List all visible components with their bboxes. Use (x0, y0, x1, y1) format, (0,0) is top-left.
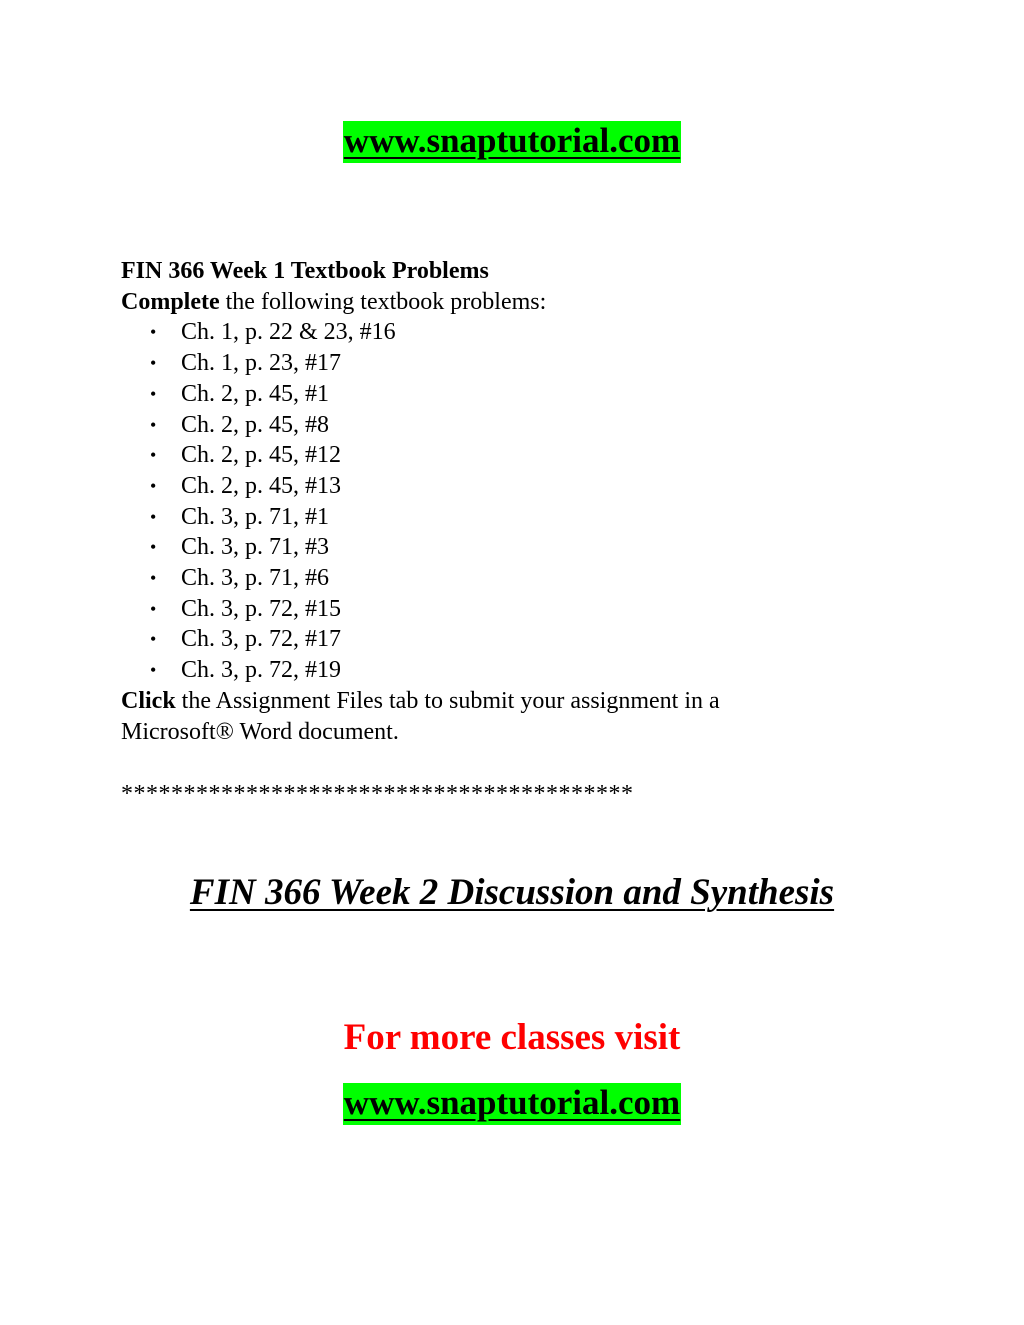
list-item (121, 502, 901, 533)
list-item (121, 594, 901, 625)
week1-title: FIN 366 Week 1 Textbook Problems (121, 258, 489, 284)
problem-list (121, 317, 901, 685)
intro-bold: Complete (121, 288, 220, 315)
list-item (121, 532, 901, 563)
list-item (121, 624, 901, 655)
snaptutorial-link-top[interactable]: www.snaptutorial.com (343, 121, 681, 163)
bullet-icon: • (150, 660, 157, 681)
problem-text: Ch. 2, p. 45, #13 (181, 472, 342, 499)
problem-text: Ch. 2, p. 45, #8 (181, 411, 330, 438)
bullet-icon: • (150, 475, 157, 496)
problem-text: Ch. 1, p. 22 & 23, #16 (181, 319, 396, 346)
problem-text: Ch. 3, p. 72, #17 (181, 626, 342, 653)
problem-text: Ch. 3, p. 71, #3 (181, 534, 330, 561)
intro-text: the following textbook problems: (219, 288, 547, 315)
intro-line (121, 287, 901, 318)
problem-text: Ch. 1, p. 23, #17 (181, 350, 342, 377)
snaptutorial-link-bottom[interactable]: www.snaptutorial.com (343, 1083, 681, 1125)
promo-text: For more classes visit (343, 1017, 681, 1058)
problem-text: Ch. 3, p. 71, #6 (181, 565, 330, 592)
bullet-icon: • (150, 445, 157, 466)
bullet-icon: • (150, 568, 157, 589)
list-item (121, 379, 901, 410)
list-item (121, 440, 901, 471)
click-text-line2: Microsoft® Word document. (121, 718, 399, 745)
list-item (121, 317, 901, 348)
click-text-line1: the Assignment Files tab to submit your assignment in a (175, 687, 720, 714)
problem-text: Ch. 3, p. 71, #1 (181, 503, 330, 530)
problem-text: Ch. 3, p. 72, #19 (181, 657, 342, 684)
bullet-icon: • (150, 629, 157, 650)
bullet-icon: • (150, 506, 157, 527)
bullet-icon: • (150, 322, 157, 343)
top-link-banner (0, 121, 1024, 163)
list-item (121, 563, 901, 594)
list-item (121, 471, 901, 502)
submit-instruction (121, 686, 901, 717)
week1-section (121, 256, 901, 747)
problem-text: Ch. 2, p. 45, #12 (181, 442, 342, 469)
problem-text: Ch. 2, p. 45, #1 (181, 380, 330, 407)
bottom-link-banner (0, 1083, 1024, 1125)
separator-stars: ***************************************** (121, 781, 634, 807)
bullet-icon: • (150, 383, 157, 404)
bullet-icon: • (150, 353, 157, 374)
list-item (121, 348, 901, 379)
list-item (121, 410, 901, 441)
bullet-icon: • (150, 537, 157, 558)
week2-heading: FIN 366 Week 2 Discussion and Synthesis (189, 872, 835, 913)
bullet-icon: • (150, 414, 157, 435)
bullet-icon: • (150, 598, 157, 619)
list-item (121, 655, 901, 686)
problem-text: Ch. 3, p. 72, #15 (181, 595, 342, 622)
click-bold: Click (121, 687, 176, 714)
